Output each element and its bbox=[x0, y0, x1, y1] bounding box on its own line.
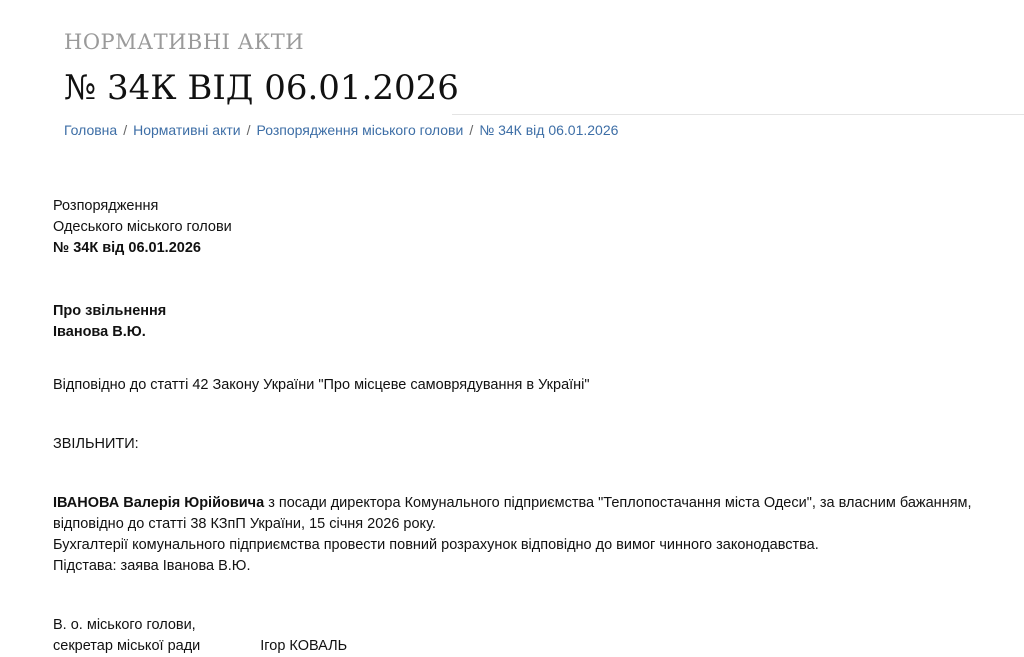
breadcrumb bbox=[64, 122, 618, 138]
subject-line-1: Про звільнення bbox=[53, 303, 167, 319]
signer-title-line-1: В. о. міського голови, bbox=[53, 617, 196, 633]
breadcrumb-separator: / bbox=[246, 122, 251, 138]
breadcrumb-mayor-orders-link[interactable]: Розпорядження міського голови bbox=[256, 122, 464, 138]
document-body bbox=[53, 196, 1003, 657]
subject-line-2: Іванова В.Ю. bbox=[53, 324, 146, 340]
spacer bbox=[53, 343, 1003, 375]
spacer bbox=[53, 259, 1003, 301]
person-name: ІВАНОВА Валерія Юрійовича bbox=[53, 495, 265, 511]
spacer bbox=[53, 396, 1003, 434]
document-type: Розпорядження bbox=[53, 198, 159, 214]
document-issuer: Одеського міського голови bbox=[53, 219, 232, 235]
breadcrumb-separator: / bbox=[469, 122, 474, 138]
spacer bbox=[53, 577, 1003, 615]
page-title: № 34К ВІД 06.01.2026 bbox=[64, 68, 459, 108]
section-label: НОРМАТИВНІ АКТИ bbox=[64, 30, 305, 54]
breadcrumb-normative-acts-link[interactable]: Нормативні акти bbox=[133, 122, 241, 138]
dismissal-paragraph bbox=[53, 493, 1003, 535]
legal-basis: Відповідно до статті 42 Закону України "Про місцеве самоврядування в Україні" bbox=[53, 377, 590, 393]
document-number: № 34К від 06.01.2026 bbox=[53, 240, 201, 256]
signer-name: Ігор КОВАЛЬ bbox=[260, 638, 348, 654]
spacer bbox=[53, 455, 1003, 493]
breadcrumb-separator: / bbox=[123, 122, 128, 138]
breadcrumb-home-link[interactable]: Головна bbox=[64, 122, 118, 138]
breadcrumb-current-document-link[interactable]: № 34К від 06.01.2026 bbox=[479, 122, 619, 138]
title-divider bbox=[452, 114, 1024, 115]
signer-title-line-2: секретар міської ради bbox=[53, 638, 201, 654]
decision-heading: ЗВІЛЬНИТИ: bbox=[53, 436, 139, 452]
grounds: Підстава: заява Іванова В.Ю. bbox=[53, 558, 251, 574]
dismissal-text: з посади директора Комунального підприємства "Теплопостачання міста Одеси", за власним бажанням, відповідно до статті 38 КЗпП України, 15 січня 2026 року. bbox=[53, 495, 972, 532]
accounting-instruction: Бухгалтерії комунального підприємства провести повний розрахунок відповідно до вимог чинного законодавства. bbox=[53, 537, 819, 553]
